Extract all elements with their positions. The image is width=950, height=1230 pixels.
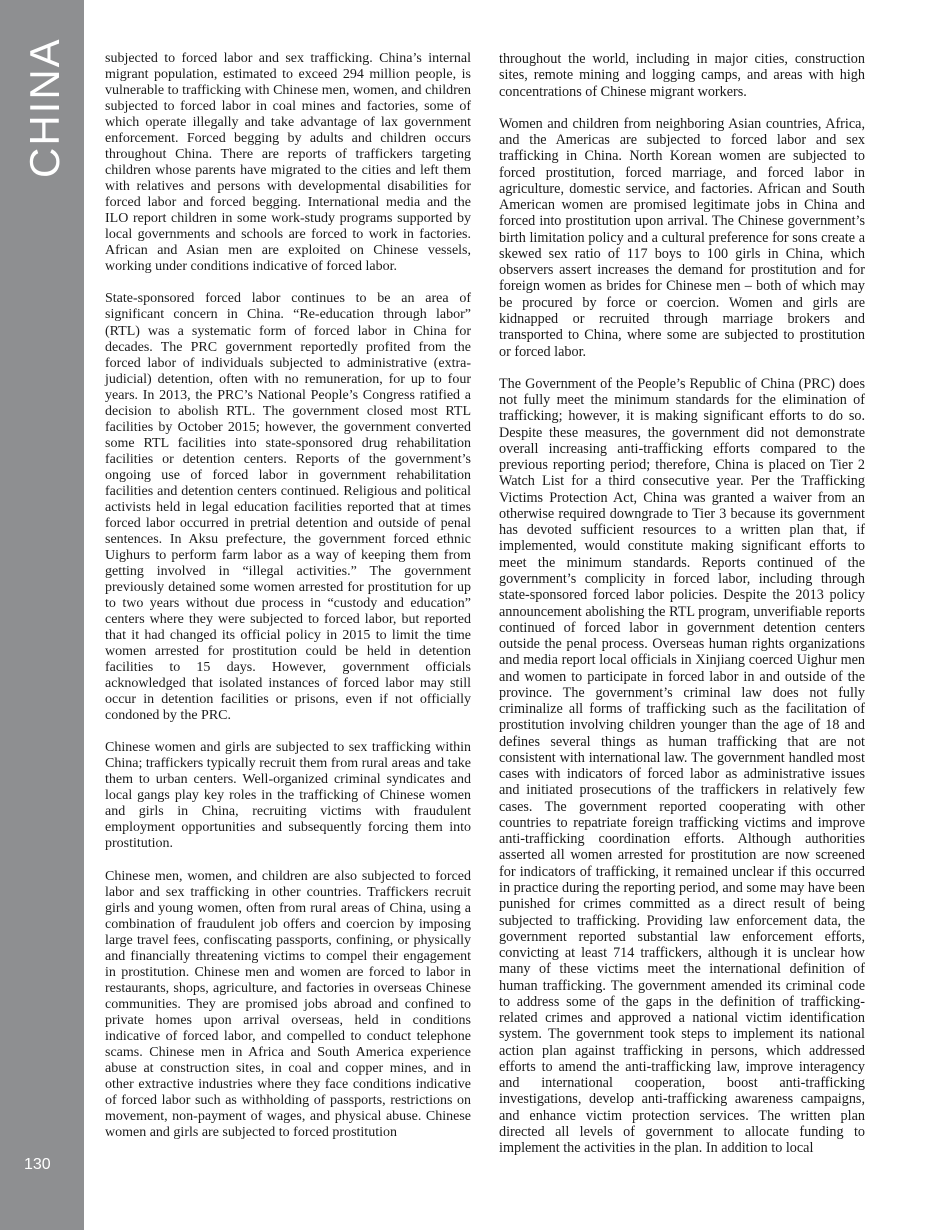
paragraph: The Government of the People’s Republic of China (PRC) does not fully meet the minimum standards for the elimination of trafficking; however, it is making significant efforts to do so. Despite these measures, the government did not demonstrate overall increasing anti-trafficking efforts compared to the previous reporting period; therefore, China is placed on Tier 2 Watch List for a third consecutive year. Per the Trafficking Victims Protection Act, China was granted a waiver from an otherwise required downgrade to Tier 3 because its government has devoted sufficient resources to a written plan that, if implemented, would constitute making significant efforts to meet the minimum standards. Reports continued of the government’s complicity in forced labor, including through state-sponsored forced labor policies. Despite the 2013 policy announcement abolishing the RTL program, unverifiable reports continued of forced labor in government detention centers outside the penal process. Overseas human rights organizations and media report local officials in Xinjiang coerced Uighur men and women to participate in forced labor in and outside of the province. The government’s criminal law does not fully criminalize all forms of trafficking such as the facilitation of prostitution involving children younger than the age of 18 and defines several things as human trafficking that are not consistent with international law. The government handled most cases with indicators of forced labor as administrative issues and initiated prosecutions of the traffickers in relatively few cases. The government reported cooperating with other countries to repatriate foreign trafficking victims and improve anti-trafficking coordination efforts. Although authorities asserted all women arrested for prostitution are now screened for indicators of trafficking, it remained unclear if this occurred in practice during the reporting period, and some may have been punished for crimes committed as a direct result of being subjected to trafficking. Providing law enforcement data, the government reported substantial law enforcement efforts, convicting at least 714 traffickers, although it is unclear how many of these victims meet the international definition of human trafficking. The government amended its criminal code to address some of the gaps in the definition of trafficking-related crimes and approved a national victim identification system. The government took steps to implement its national action plan against trafficking in persons, which addressed efforts to amend the anti-trafficking law, improve interagency and international cooperation, boost anti-trafficking investigations, develop anti-trafficking awareness campaigns, and enhance victim protection services. The written plan directed all levels of government to allocate funding to implement the activities in the plan. In addition to local [499, 375, 865, 1157]
page-number: 130 [24, 1156, 51, 1173]
right-column [499, 51, 865, 1173]
paragraph: Women and children from neighboring Asian countries, Africa, and the Americas are subjected to forced labor and sex trafficking in China. North Korean women are subjected to forced prostitution, forced marriage, and forced labor in agriculture, domestic service, and factories. African and South American women are promised legitimate jobs in China and forced into prostitution upon arrival. The Chinese government’s birth limitation policy and a cultural preference for sons create a skewed sex ratio of 117 boys to 100 girls in China, which observers assert increases the demand for prostitution and for foreign women as brides for Chinese men – both of which may be procured by force or coercion. Women and girls are kidnapped or recruited through marriage brokers and transported to China, where some are subjected to prostitution or forced labor. [499, 115, 865, 360]
side-tab [0, 0, 84, 1230]
paragraph: Chinese women and girls are subjected to sex trafficking within China; traffickers typically recruit them from rural areas and take them to urban centers. Well-organized criminal syndicates and local gangs play key roles in the trafficking of Chinese women and girls in China, recruiting victims with fraudulent employment opportunities and subsequently forcing them into prostitution. [105, 740, 471, 852]
paragraph: throughout the world, including in major cities, construction sites, remote mining and logging camps, and areas with high concentrations of Chinese migrant workers. [499, 51, 865, 100]
paragraph: Chinese men, women, and children are also subjected to forced labor and sex trafficking in other countries. Traffickers recruit girls and young women, often from rural areas of China, using a combination of fraudulent job offers and coercion by imposing large travel fees, confiscating passports, confining, or physically and financially threatening victims to compel their engagement in prostitution. Chinese men and women are forced to labor in restaurants, shops, agriculture, and factories in overseas Chinese communities. They are promised jobs abroad and confined to private homes upon arrival overseas, held in conditions indicative of forced labor, and compelled to conduct telephone scams. Chinese men in Africa and South America experience abuse at construction sites, in coal and copper mines, and in other extractive industries where they face conditions indicative of forced labor such as withholding of passports, restrictions on movement, non-payment of wages, and physical abuse. Chinese women and girls are subjected to forced prostitution [105, 868, 471, 1140]
paragraph: State-sponsored forced labor continues to be an area of significant concern in China. “Re-education through labor” (RTL) was a systematic form of forced labor in China for decades. The PRC government reportedly profited from the forced labor of individuals subjected to administrative (extra-judicial) detention, often with no remuneration, for up to four years. In 2013, the PRC’s National People’s Congress ratified a decision to abolish RTL. The government closed most RTL facilities by October 2015; however, the government converted some RTL facilities into state-sponsored drug rehabilitation facilities or detention centers. Reports of the government’s ongoing use of forced labor in government rehabilitation facilities and detention centers continued. Religious and political activists held in legal education facilities reported that at times forced labor occurred in pretrial detention and outside of penal sentences. In Aksu prefecture, the government forced ethnic Uighurs to perform farm labor as a way of keeping them from getting involved in “illegal activities.” The government previously detained some women arrested for prostitution for up to two years without due process in “custody and education” centers where they were subjected to forced labor, but reported that it had changed its official policy in 2015 to limit the time women arrested for prostitution could be held in detention facilities to 15 days. However, government officials acknowledged that isolated instances of forced labor may still occur in detention facilities or prisons, even if not officially condoned by the PRC. [105, 291, 471, 724]
paragraph: subjected to forced labor and sex trafficking. China’s internal migrant population, estimated to exceed 294 million people, is vulnerable to trafficking with Chinese men, women, and children subjected to forced labor in coal mines and factories, some of which operate illegally and take advantage of lax government enforcement. Forced begging by adults and children occurs throughout China. There are reports of traffickers targeting children whose parents have migrated to the cities and left them with relatives and persons with developmental disabilities for forced labor and forced begging. International media and the ILO report children in some work-study programs supported by local governments and schools are forced to work in factories. African and Asian men are exploited on Chinese vessels, working under conditions indicative of forced labor. [105, 51, 471, 275]
country-title: CHINA [21, 37, 68, 178]
left-column [105, 51, 471, 1157]
